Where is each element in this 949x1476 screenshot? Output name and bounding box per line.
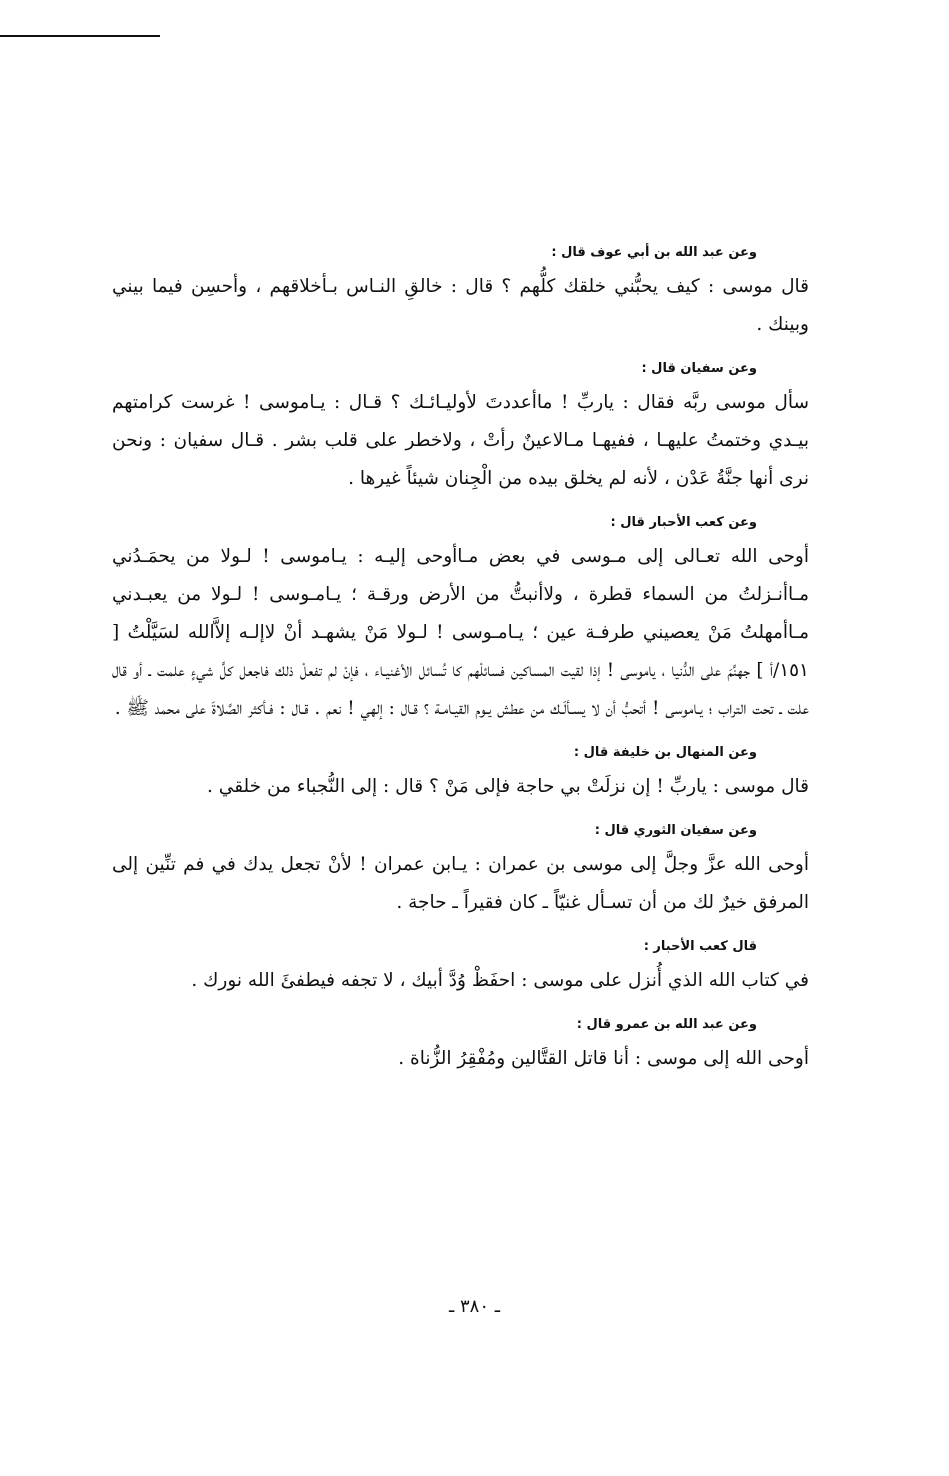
section-sufyan-al-thawri xyxy=(112,816,809,922)
section-text: قال موسى : ياربِّ ! إن نزلَتْ بي حاجة فإلى مَنْ ؟ قال : إلى النُّجباء من خلقي . xyxy=(207,776,809,797)
section-heading: وعن المنهال بن خليفة قال : xyxy=(573,745,757,760)
section-text: أوحى الله تعـالى إلى مـوسى في بعض مـاأوحى إليـه : يـاموسى ! لـولا من يحمَـدُني مـاأنـزلتُ من السماء قطرة ، ولاأنبتُّ من الأرض ورقـة ؛ يـامـوسى ! لـولا من يعبـدني مـاأمهلتُ مَنْ يعصيني طرفـة عين ؛ يـامـوسى ! لـولا مَنْ يشهـد أنْ لاإلـه إلاَّالله لسَيَّلْتُ [ ١٥١/أ ] جهنَّمَ على الدُّنيا ، ياموسى ! إذا لقيت المساكين فسائلْهم كا تُسائل الأغنيـاء ، فإنْ لم تفعلْ ذلك فاجعل كلَّ شيءٍ علمت ـ أو قال علت ـ تحت التراب ؛ يـاموسى ! أتحبُّ أن لا يسـألَـك من عطش يـوم القيـامـة ؟ قـال : إلهي ! نعم . قـال : فـأكثر الصَّلاةَ على محمد ﷺ . xyxy=(112,546,809,719)
section-abdullah-ibn-amr xyxy=(112,1010,809,1078)
section-heading: وعن سفيان قال : xyxy=(641,361,757,376)
section-text: سأل موسى ربَّه فقال : ياربِّ ! ماأعددتَ لأوليـائـك ؟ قـال : يـاموسى ! غرست كرامتهم بيـدي وختمتُ عليهـا ، ففيهـا مـالاعينٌ رأتْ ، ولاخطر على قلب بشر . قـال سفيان : ونحن نرى أنها جنَّةُ عَدْن ، لأنه لم يخلق بيده من الْجِنان شيئاً غيرها . xyxy=(112,392,809,489)
page-body xyxy=(112,238,809,1088)
page-number: ـ ٣٨٠ ـ xyxy=(448,1296,500,1317)
section-heading: قال كعب الأحبار : xyxy=(643,939,757,954)
top-rule xyxy=(0,35,160,37)
section-heading: وعن كعب الأحبار قال : xyxy=(610,515,757,530)
section-kab-al-ahbar xyxy=(112,508,809,728)
section-kab-al-ahbar-2 xyxy=(112,932,809,1000)
section-sufyan xyxy=(112,354,809,498)
section-heading: وعن عبد الله بن أبي عوف قال : xyxy=(551,245,757,260)
section-text: في كتاب الله الذي أُنزل على موسى : احفَظْ وُدَّ أبيك ، لا تجفه فيطفئَ الله نورك . xyxy=(191,970,809,991)
section-text: قال موسى : كيف يحبُّني خلقك كلُّهم ؟ قال : خالقِ النـاس بـأخلاقهم ، وأحسِن فيما بيني وبينك . xyxy=(112,276,809,335)
section-text: أوحى الله إلى موسى : أنا قاتل القتَّالين ومُفْقِرُ الزُّناة . xyxy=(398,1048,809,1069)
section-heading: وعن عبد الله بن عمرو قال : xyxy=(576,1017,757,1032)
section-al-minhal xyxy=(112,738,809,806)
section-heading: وعن سفيان الثوري قال : xyxy=(594,823,757,838)
section-text: أوحى الله عزَّ وجلَّ إلى موسى بن عمران : يـابن عمران ! لأنْ تجعل يدك في فم تنِّين إلى المرفق خيرٌ لك من أن تسـأل غنيّاً ـ كان فقيراً ـ حاجة . xyxy=(112,854,809,913)
section-ibn-abi-awf xyxy=(112,238,809,344)
